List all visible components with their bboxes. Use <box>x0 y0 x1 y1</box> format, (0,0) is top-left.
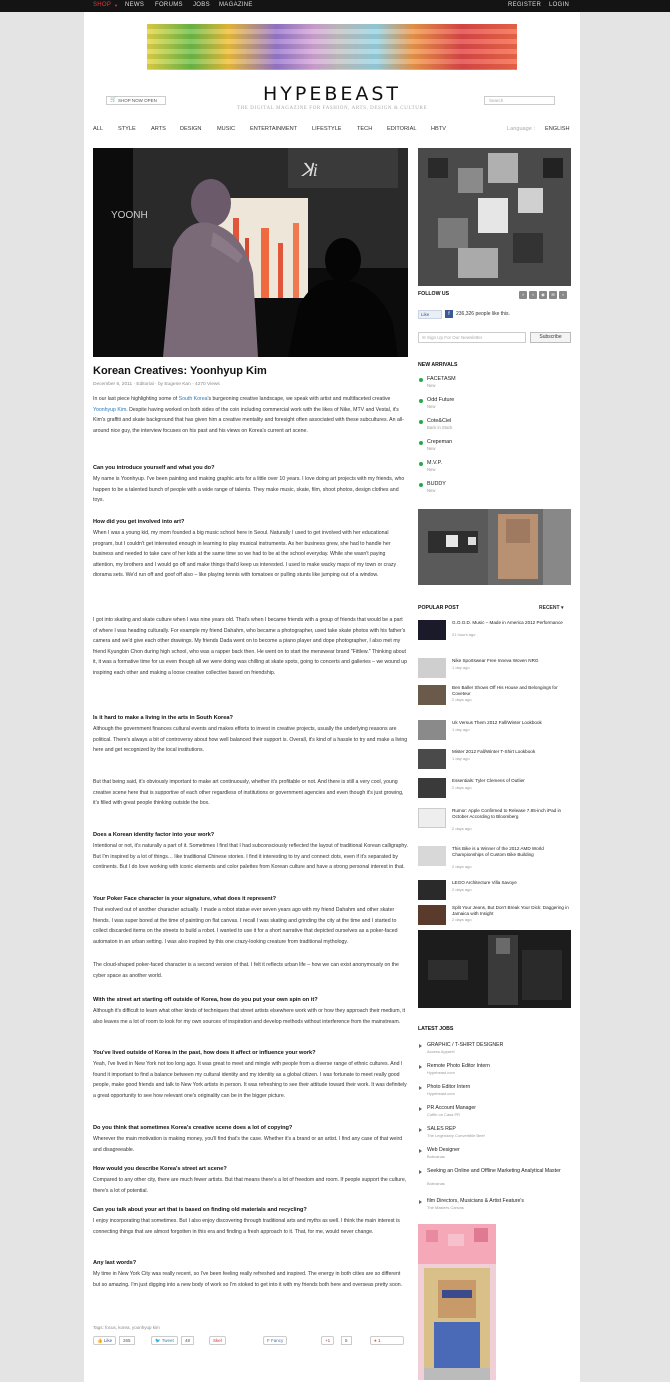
share-count: 1 <box>377 1338 381 1343</box>
site-tagline: THE DIGITAL MAGAZINE FOR FASHION, ARTS, DESIGN & CULTURE <box>236 106 428 111</box>
job-title: Remote Photo Editor Intern <box>427 1063 490 1069</box>
post-title: Nike Sportswear Free Inneva Woven NRG <box>452 658 539 663</box>
post-thumbnail <box>418 905 446 925</box>
answer-paragraph: The cloud-shaped poker-faced character is a second version of that. I felt it reflects urban life – how we can exist anonymously on the cyber space as another world. <box>93 962 399 979</box>
post-thumbnail <box>418 808 446 828</box>
arrival-name: Odd Future <box>427 397 455 403</box>
question-heading: Is it hard to make a living in the arts in South Korea? <box>93 715 233 721</box>
popular-post-item[interactable] <box>418 720 571 740</box>
language-select[interactable]: ENGLISH <box>545 126 570 132</box>
intro-text-3: . Despite having worked on both sides of the coin including commercial work with the likes of Nike, MTV and Vestal, it's Kim's graffiti and skate background that has given him a creative mentality and foresight often associated with these subcultures. An all-around nice guy, the interview focuses on his past and his views on Korea's current art scene. <box>93 406 404 434</box>
page-container <box>84 12 580 1382</box>
bullet-icon <box>419 483 423 487</box>
post-thumbnail <box>418 846 446 866</box>
popular-post-item[interactable] <box>418 778 571 798</box>
email-icon: ✉ <box>422 335 428 340</box>
arrival-status: New <box>427 383 436 388</box>
article-hero-image <box>93 148 408 357</box>
sidebar-ad-image <box>418 148 571 286</box>
intro-text-1: In our last piece highlighting some of <box>93 396 179 402</box>
post-title: Essentials: Tyler Clemens of Outlier <box>452 778 525 783</box>
newsletter-placeholder: Sign Up For Our Newsletter <box>427 335 483 340</box>
tweet-button[interactable] <box>151 1336 178 1345</box>
share-icon: ● <box>374 1338 378 1343</box>
post-thumbnail <box>418 720 446 740</box>
post-title: Ben Baller Shows Off His House and Belongings for Coveteur <box>452 685 558 696</box>
sidebar-ad-image <box>418 509 571 585</box>
arrival-name: Crepeman <box>427 439 453 445</box>
arrow-right-icon <box>419 1149 422 1153</box>
popular-post-item[interactable] <box>418 880 571 900</box>
answer-paragraph: But that being said, it's obviously important to make art continuously, whether it's profitable or not. And there is still a very cool, young creative scene here that is supportive of each other regardless of institutions or government agencies and even though it's just growing, it's filled with great people thinking outside the box. <box>93 779 404 807</box>
email-icon[interactable]: ✉ <box>549 291 557 299</box>
nav-item-editorial[interactable]: EDITORIAL <box>387 126 417 132</box>
job-company: Coffin on Casa PR <box>427 1112 461 1117</box>
bullet-icon <box>419 420 423 424</box>
post-title: This Bike is a Winner of the 2012 AMD World Championships of Custom Bike Building <box>452 846 544 857</box>
tweet-count: 48 <box>181 1336 194 1345</box>
question-heading: Can you introduce yourself and what you do? <box>93 465 215 471</box>
facebook-icon: f <box>445 310 453 318</box>
language-label: Language : <box>507 126 535 132</box>
svg-text:YOONH: YOONH <box>111 210 148 221</box>
arrival-name: M.V.P. <box>427 460 442 466</box>
post-time: 21 hours ago <box>452 632 476 637</box>
main-nav <box>93 126 571 136</box>
popular-post-item[interactable] <box>418 749 571 769</box>
answer-paragraph: Intentional or not, it's naturally a part of it. Sometimes I find that I had subconsciously reflected the layout of traditional Korean calligraphy. But I'm inspired by a lot of things… like traditional Chinese stories. I find it interesting to try and connect dots, even if it's separated by continents. But I do love working with iconic elements and color palettes from Korean culture and have a strong personal interest in that. <box>93 843 408 871</box>
svg-text:ꓘi: ꓘi <box>301 160 318 180</box>
arrow-right-icon <box>419 1200 422 1204</box>
article-intro <box>93 394 408 436</box>
answer-paragraph: Although it's difficult to learn what other kinds of techniques that street artists elsewhere work with or how they approach their medium, it also leaves me a lot of room to look for my own sources of inspiration and develop methods without interference from the mainstream. <box>93 1008 406 1025</box>
bullet-icon <box>419 378 423 382</box>
post-title: Rumor: Apple Confirmed to Release 7.85-inch iPad in October According to Bloomberg <box>452 808 562 819</box>
hero-photo <box>93 148 408 357</box>
newsletter-email-input[interactable] <box>418 332 526 343</box>
topbar-jobs-link[interactable]: JOBS <box>193 2 210 8</box>
arrow-right-icon <box>419 1107 422 1111</box>
post-title: Uk Versus Them 2012 Fall/Winter Lookbook <box>452 720 542 725</box>
latest-jobs-heading: LATEST JOBS <box>418 1026 454 1032</box>
question-heading: How would you describe Korea's street art scene? <box>93 1166 227 1172</box>
post-time: 1 day ago <box>452 727 470 732</box>
topbar-shop-link[interactable]: SHOP <box>93 2 112 8</box>
sidebar-ad-bottom[interactable] <box>418 1224 496 1380</box>
nav-item-all[interactable]: ALL <box>93 126 103 132</box>
nav-item-lifestyle[interactable]: LIFESTYLE <box>312 126 342 132</box>
popular-post-item[interactable] <box>418 808 571 831</box>
sidebar-ad-image <box>418 1224 496 1380</box>
google-plus-count: 5 <box>341 1336 352 1345</box>
nav-item-tech[interactable]: TECH <box>357 126 373 132</box>
save-button[interactable]: Skel <box>209 1336 226 1345</box>
sidebar-ad-image <box>418 930 571 1008</box>
job-company: Bobvanas <box>427 1181 445 1186</box>
twitter-icon[interactable]: t <box>529 291 537 299</box>
topbar-login-link[interactable]: LOGIN <box>549 2 570 8</box>
post-title: LEGO Architecture Villa Savoye <box>452 880 517 885</box>
nav-item-entertainment[interactable]: ENTERTAINMENT <box>250 126 298 132</box>
arrival-status: New <box>427 488 436 493</box>
job-company: The Legendary Convertible Beef <box>427 1133 485 1138</box>
article-tags[interactable]: Tags: focus, korea, yoonhyup kim <box>93 1325 160 1330</box>
question-heading: Do you think that sometimes Korea's creative scene does a lot of copying? <box>93 1125 293 1131</box>
answer-paragraph: That evolved out of another character actually. I made a robot statue ever seven years ago with my friend Dahahm and other skater friends. I was super bored at the time of painting on flat canvas. I recall I was skating and grinding the city at the time and I started to collect discarded items on the streets to build a robot. I wanted to use it for a short narrative that depicted ourselves as a poker-faced automaton in an urban setting. I was also inspired by this one crazy-looking creature from traditional mythology. <box>93 907 398 945</box>
answer-paragraph: My time in New York City was really recent, so I've been feeling really refreshed and inspired. The energy in both cities are so different but so amazing. I'm just digging into a new body of work so I'm stoked to get into it with my friends both here and overseas pretty soon. <box>93 1271 403 1288</box>
question-heading: Any last words? <box>93 1260 137 1266</box>
fancy-button[interactable] <box>263 1336 287 1345</box>
post-thumbnail <box>418 620 446 640</box>
recent-label: RECENT <box>539 605 560 611</box>
post-thumbnail <box>418 778 446 798</box>
job-title: PR Account Manager <box>427 1105 477 1111</box>
twitter-icon: 🐦 <box>155 1338 162 1343</box>
bullet-icon <box>419 441 423 445</box>
article-title: Korean Creatives: Yoonhyup Kim <box>93 365 267 377</box>
popular-post-item[interactable] <box>418 685 571 705</box>
question-heading: Your Poker Face character is your signature, what does it represent? <box>93 896 276 902</box>
sidebar-like-button[interactable]: Like <box>418 310 442 319</box>
bullet-icon <box>419 462 423 466</box>
question-heading: How did you get involved into art? <box>93 519 185 525</box>
sidebar-ad-top[interactable] <box>418 148 571 286</box>
nav-item-music[interactable]: MUSIC <box>217 126 236 132</box>
topbar-magazine-link[interactable]: MAGAZINE <box>219 2 253 8</box>
google-plus-button[interactable]: +1 <box>321 1336 334 1345</box>
post-time: 1 day ago <box>452 665 470 670</box>
answer-paragraph: When I was a young kid, my mom founded a big music school here in Seoul. Naturally I used to get involved with her educational program, but I couldn't get interested enough in learning to play musical instruments. As her business grew, she had to handle her business and needed to take care of her kids at the same time so we had to be at the school everyday. While she wasn't paying attention, my brothers and I would go off and make things that'd keep us interested. I used to make wacky maps of my town or crazy diorama sets. We'd run off and goof off also – like playing tennis with tomatoes or pulling stunts like jumping out of a window. <box>93 530 397 579</box>
intro-text-2: 's burgeoning creative landscape, we speak with artist and multifaceted creative <box>207 396 391 402</box>
post-time: 2 days ago <box>452 917 472 922</box>
search-placeholder: Search <box>489 98 504 103</box>
arrival-name: Cote&Ciel <box>427 418 452 424</box>
answer-paragraph: Although the government finances cultural events and makes efforts to invest in creative projects, usually the underlying reasons are political. There's always a bit of controversy about how well balanced their support is. Overall, it's kind of a hassle to try and make a living here and get recognized by the local institutions. <box>93 726 408 754</box>
nav-item-hbtv[interactable]: HBTV <box>431 126 446 132</box>
tweet-label: Tweet <box>161 1338 174 1343</box>
fancy-icon: F <box>267 1338 271 1343</box>
chevron-down-icon: ▾ <box>560 605 564 611</box>
nav-item-style[interactable]: STYLE <box>118 126 136 132</box>
arrow-right-icon <box>419 1170 422 1174</box>
like-label: Like <box>103 1338 113 1343</box>
job-title: film Directors, Musicians & Artist Feature's <box>427 1198 524 1204</box>
top-bar <box>0 0 670 12</box>
question-heading: Can you talk about your art that is based on finding old materials and recycling? <box>93 1207 307 1213</box>
facebook-like-box <box>418 310 571 320</box>
popular-post-item[interactable] <box>418 846 571 869</box>
south-korea-link[interactable]: South Korea <box>178 396 208 402</box>
post-time: 2 days ago <box>452 864 472 869</box>
post-title: G.O.O.D. Music – Made in America 2012 Performance <box>452 620 563 625</box>
yoonhyup-kim-link[interactable]: Yoonhyup Kim <box>93 406 127 413</box>
subscribe-button[interactable]: Subscribe <box>530 332 571 343</box>
new-arrivals-heading: NEW ARRIVALS <box>418 362 458 368</box>
job-company: The Masters Canvas <box>427 1205 464 1210</box>
post-thumbnail <box>418 880 446 900</box>
article-meta: December 6, 2011 · Editorial · by Eugene Kan · 4270 Views <box>93 382 220 387</box>
follow-us-heading: FOLLOW US <box>418 291 450 297</box>
arrival-status: Back in Stock <box>427 425 453 430</box>
job-title: Seeking an Online and Offline Marketing Analytical Master <box>427 1168 561 1174</box>
job-title: SALES REP <box>427 1126 456 1132</box>
job-title: Photo Editor Intern <box>427 1084 471 1090</box>
search-input[interactable] <box>484 96 555 105</box>
like-count-text: 236,326 people like this. <box>456 311 510 317</box>
nav-item-design[interactable]: DESIGN <box>180 126 202 132</box>
post-title: Mister 2012 Fall/Winter T-Shirt Lookbook <box>452 749 536 754</box>
recent-tab[interactable] <box>539 605 563 611</box>
job-title: GRAPHIC / T-SHIRT DESIGNER <box>427 1042 504 1048</box>
bullet-icon <box>419 399 423 403</box>
question-heading: You've lived outside of Korea in the past, how does it affect or influence your work? <box>93 1050 316 1056</box>
arrival-name: BUDDY <box>427 481 446 487</box>
popular-post-heading: POPULAR POST <box>418 605 459 611</box>
sidebar-ad-middle[interactable] <box>418 509 571 585</box>
nav-item-arts[interactable]: ARTS <box>151 126 166 132</box>
arrival-status: New <box>427 404 436 409</box>
share-count-button[interactable] <box>370 1336 404 1345</box>
facebook-like-button[interactable] <box>93 1336 116 1345</box>
job-company: Hypebeast.com <box>427 1091 455 1096</box>
arrival-status: New <box>427 446 436 451</box>
arrival-status: New <box>427 467 436 472</box>
job-company: Hypebeast.com <box>427 1070 455 1075</box>
topbar-register-link[interactable]: REGISTER <box>508 2 542 8</box>
arrow-right-icon <box>419 1065 422 1069</box>
post-time: 2 days ago <box>452 785 472 790</box>
job-company: Access Apparel <box>427 1049 455 1054</box>
popular-post-item[interactable] <box>418 658 571 678</box>
site-logo[interactable]: HYPEBEAST <box>262 83 402 105</box>
post-thumbnail <box>418 749 446 769</box>
post-title: Split Your Jeans, But Don't Break Your Dick: Daggering in Jamaica with Insight <box>452 905 569 916</box>
post-time: 2 days ago <box>452 826 472 831</box>
popular-post-item[interactable] <box>418 905 571 925</box>
sidebar-ad-lower[interactable] <box>418 930 571 1008</box>
question-heading: With the street art starting off outside of Korea, how do you put your own spin on it? <box>93 997 318 1003</box>
job-company: Bobvanas <box>427 1154 445 1159</box>
like-count: 265 <box>119 1336 135 1345</box>
answer-paragraph: Compared to any other city, there are much fewer artists. But that means there's a lot of freedom and room. If people support the culture, there's a lot of potential. <box>93 1177 407 1194</box>
arrow-right-icon <box>419 1086 422 1090</box>
job-title: Web Designer <box>427 1147 460 1153</box>
banner-ad[interactable] <box>147 24 517 70</box>
thumbs-up-icon: 👍 <box>97 1338 104 1343</box>
cart-icon: 🛒 <box>110 97 117 103</box>
post-time: 2 days ago <box>452 887 472 892</box>
answer-paragraph: Wherever the main motivation is making money, you'll find that's the case. Whether it's a brand or an artist. I find any case of that weird and disagreeable. <box>93 1136 403 1153</box>
question-heading: Does a Korean identity factor into your work? <box>93 832 215 838</box>
topbar-forums-link[interactable]: FORUMS <box>155 2 183 8</box>
chevron-down-icon[interactable]: ▼ <box>114 3 119 8</box>
post-thumbnail <box>418 658 446 678</box>
tumblr-icon[interactable]: t <box>559 291 567 299</box>
answer-paragraph: I got into skating and skate culture when I was nine years old. That's when I became friends with a group of friends that would be a part of where I was heading culturally. For example my friend Dahahm, who became a photographer, used take skate photos with his father's camera and we'd give each other drawings. My friends Dada went on to become a piano player and dope photographer, I also met my friend Kyungbin Chon during high school, who was a rapper back then. He went on to start the menswear brand "Fittlew." Thinking about it, it was a formative time for us even though all we were doing was chilling at skate spots, going to concerts and galleries – we wound up inspiring each other and making a loose creative collective based on friendship. <box>93 617 408 676</box>
arrival-name: FACETASM <box>427 376 456 382</box>
share-bar <box>93 1334 408 1347</box>
popular-post-item[interactable] <box>418 620 571 640</box>
post-time: 2 days ago <box>452 697 472 702</box>
rss-icon[interactable]: ◉ <box>539 291 547 299</box>
answer-paragraph: I enjoy incorporating that sometimes. But I also enjoy discovering through traditional arts and myths as well. I think the main interest is connecting things that are almost forgotten in this era and finding a fresh approach to it. That, for me, would never change. <box>93 1218 400 1235</box>
arrow-right-icon <box>419 1044 422 1048</box>
arrow-right-icon <box>419 1128 422 1132</box>
answer-paragraph: Yeah, I've lived in New York not too long ago. It was great to meet and mingle with people from a diverse range of ethnic cultures. And I found it important to find a balance between my cultural identity and my identity as a global citizen. I was fortunate to meet really good people, make good friends and talk to New York artists in person. It was refreshing to see their attitude toward their work. It was definitely a great opportunity to see how relevant one's originality can be in the bigger picture. <box>93 1061 407 1099</box>
topbar-news-link[interactable]: NEWS <box>125 2 145 8</box>
answer-paragraph: My name is Yoonhyup. I've been painting and making graphic arts for a little over 10 years. I love doing art projects with my friends, who happen to be a talented bunch of people with a wide range of talents. They make music, skate, film, shoot photos, design clothes and toys. <box>93 476 405 504</box>
shop-now-label: SHOP NOW OPEN <box>118 98 157 103</box>
facebook-icon[interactable]: f <box>519 291 527 299</box>
post-thumbnail <box>418 685 446 705</box>
post-time: 1 day ago <box>452 756 470 761</box>
fancy-label: Fancy <box>271 1338 284 1343</box>
